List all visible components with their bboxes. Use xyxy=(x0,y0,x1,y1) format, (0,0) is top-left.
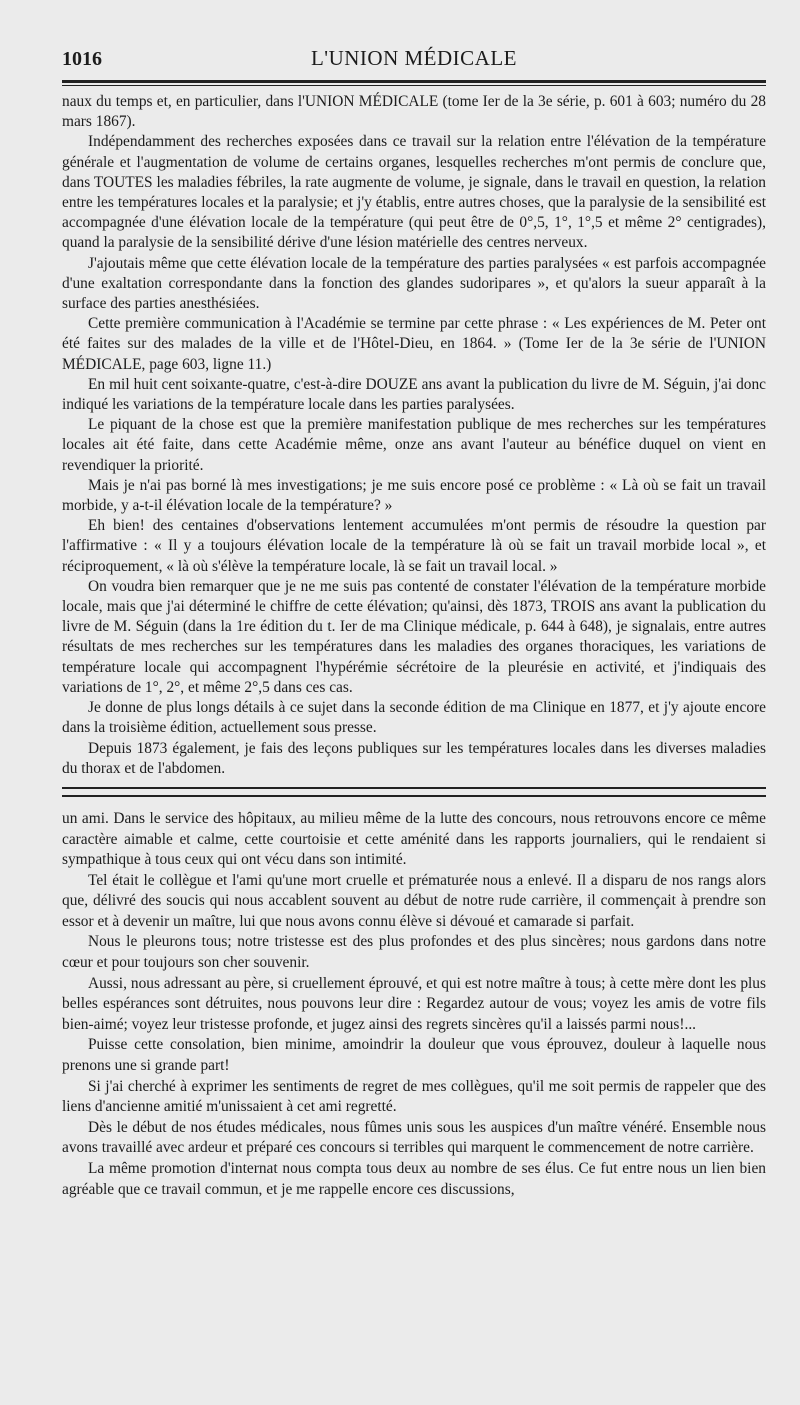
article-paragraph: naux du temps et, en particulier, dans l'UNION MÉDICALE (tome Ier de la 3e série, p. 601 à 603; numéro du 28 mars 1867). xyxy=(62,93,766,131)
article-paragraph: Depuis 1873 également, je fais des leçons publiques sur les températures locales dans les diverses maladies du thorax et de l'abdomen. xyxy=(62,739,766,777)
section-separator xyxy=(62,787,766,797)
page-number: 1016 xyxy=(62,48,102,70)
obituary-paragraph: Dès le début de nos études médicales, nous fûmes unis sous les auspices d'un maître vénéré. Ensemble nous avons travaillé avec ardeur et préparé ces concours si terribles qui marquent le commencement de notre carrière. xyxy=(62,1118,766,1157)
header-rule xyxy=(62,80,766,86)
obituary-text xyxy=(62,809,766,1200)
obituary-paragraph: La même promotion d'internat nous compta tous deux au nombre de ses élus. Ce fut entre nous un lien bien agréable que ce travail commun, et je me rappelle encore ces discussions, xyxy=(62,1160,766,1198)
article-paragraph: En mil huit cent soixante-quatre, c'est-à-dire DOUZE ans avant la publication du livre de M. Séguin, j'ai donc indiqué les variations de la température locale dans les parties paralysées. xyxy=(62,375,766,414)
article-paragraph: Cette première communication à l'Académie se termine par cette phrase : « Les expériences de M. Peter ont été faites sur des malades de la ville et de l'Hôtel-Dieu, en 1864. » (Tome Ier de la 3e série de l'UNION MÉDICALE, page 603, ligne 11.) xyxy=(62,315,766,373)
obituary-paragraph: Nous le pleurons tous; notre tristesse est des plus profondes et des plus sincères; nous gardons dans notre cœur et pour toujours son cher souvenir. xyxy=(62,933,766,972)
article-paragraph: Mais je n'ai pas borné là mes investigations; je me suis encore posé ce problème : « Là où se fait un travail morbide, y a-t-il élévation locale de la température? » xyxy=(62,476,766,515)
article-paragraph: Eh bien! des centaines d'observations lentement accumulées m'ont permis de résoudre la question par l'affirmative : « Il y a toujours élévation locale de la température là où se fait un travail morbide local », et réciproquement, « là où s'élève la température locale, là se fait un travail local. » xyxy=(62,517,766,575)
article-paragraph: Indépendamment des recherches exposées dans ce travail sur la relation entre l'élévation de la température générale et l'augmentation de volume de certains organes, lesquelles recherches m'ont permis de conclure que, dans TOUTES les maladies fébriles, la rate augmente de volume, je signale, dans le travail en question, la relation entre les températures locales et la paralysie; et j'y établis, entre autres choses, que la paralysie de la sensibilité est accompagnée d'une élévation locale de la température (qui peut être de 0°,5, 1°, 1°,5 et même 2° centigrades), quand la paralysie de la sensibilité dérive d'une lésion matérielle des centres nerveux. xyxy=(62,133,766,252)
obituary-paragraph: Puisse cette consolation, bien minime, amoindrir la douleur que vous éprouvez, douleur à laquelle nous prenons une si grande part! xyxy=(62,1036,766,1075)
article-paragraph: On voudra bien remarquer que je ne me suis pas contenté de constater l'élévation de la température morbide locale, mais que j'ai déterminé le chiffre de cette élévation; qu'ainsi, dès 1873, TROIS ans avant la publication du livre de M. Séguin (dans la 1re édition du t. Ier de ma Clinique médicale, p. 644 à 648), je signalais, entre autres résultats de mes recherches sur les températures dans les maladies des organes thoraciques, les variations de température locale qui accompagnent l'hypérémie sécrétoire de la pleurésie en activité, et j'indiquais des variations de 1°, 2°, et même 2°,5 dans ces cas. xyxy=(62,577,766,696)
article-text xyxy=(62,92,766,779)
obituary-paragraph: Aussi, nous adressant au père, si cruellement éprouvé, et qui est notre maître à tous; à cette mère dont les plus belles espérances sont détruites, nous pouvons leur dire : Regardez autour de vous; voyez les amis de votre fils bien-aimé; voyez leur tristesse profonde, et jugez ainsi des regrets sincères qu'il a laissés parmi nous!... xyxy=(62,974,766,1033)
article-paragraph: J'ajoutais même que cette élévation locale de la température des parties paralysées « est parfois accompagnée d'une exaltation correspondante dans la fonction des glandes sudoripares », et qu'alors la sueur apparaît à la surface des parties anesthésiées. xyxy=(62,254,766,313)
journal-title: L'UNION MÉDICALE xyxy=(310,46,517,70)
obituary-paragraph: Si j'ai cherché à exprimer les sentiments de regret de mes collègues, qu'il me soit permis de rappeler que des liens d'ancienne amitié m'unissaient à cet ami regretté. xyxy=(62,1077,766,1116)
obituary-paragraph: Tel était le collègue et l'ami qu'une mort cruelle et prématurée nous a enlevé. Il a disparu de nos rangs alors que, délivré des soucis qui nous accablent souvent au début de notre rude carrière, il commençait à prendre son essor et à devenir un maître, lui que nous avons connu élève si dévoué et camarade si parfait. xyxy=(62,871,766,930)
article-paragraph: Je donne de plus longs détails à ce sujet dans la seconde édition de ma Clinique en 1877, et j'y ajoute encore dans la troisième édition, actuellement sous presse. xyxy=(62,699,766,737)
obituary-paragraph: un ami. Dans le service des hôpitaux, au milieu même de la lutte des concours, nous retrouvons encore ce même caractère aimable et calme, cette courtoisie et cette aménité dans les rapports journaliers, qui le rendaient si sympathique à tous ceux qui ont vécu dans son intimité. xyxy=(62,809,766,869)
article-paragraph: Le piquant de la chose est que la première manifestation publique de mes recherches sur les températures locales ait été faite, dans cette Académie même, onze ans avant l'auteur au bénéfice duquel on vient en revendiquer la priorité. xyxy=(62,416,766,474)
running-head xyxy=(62,42,766,76)
